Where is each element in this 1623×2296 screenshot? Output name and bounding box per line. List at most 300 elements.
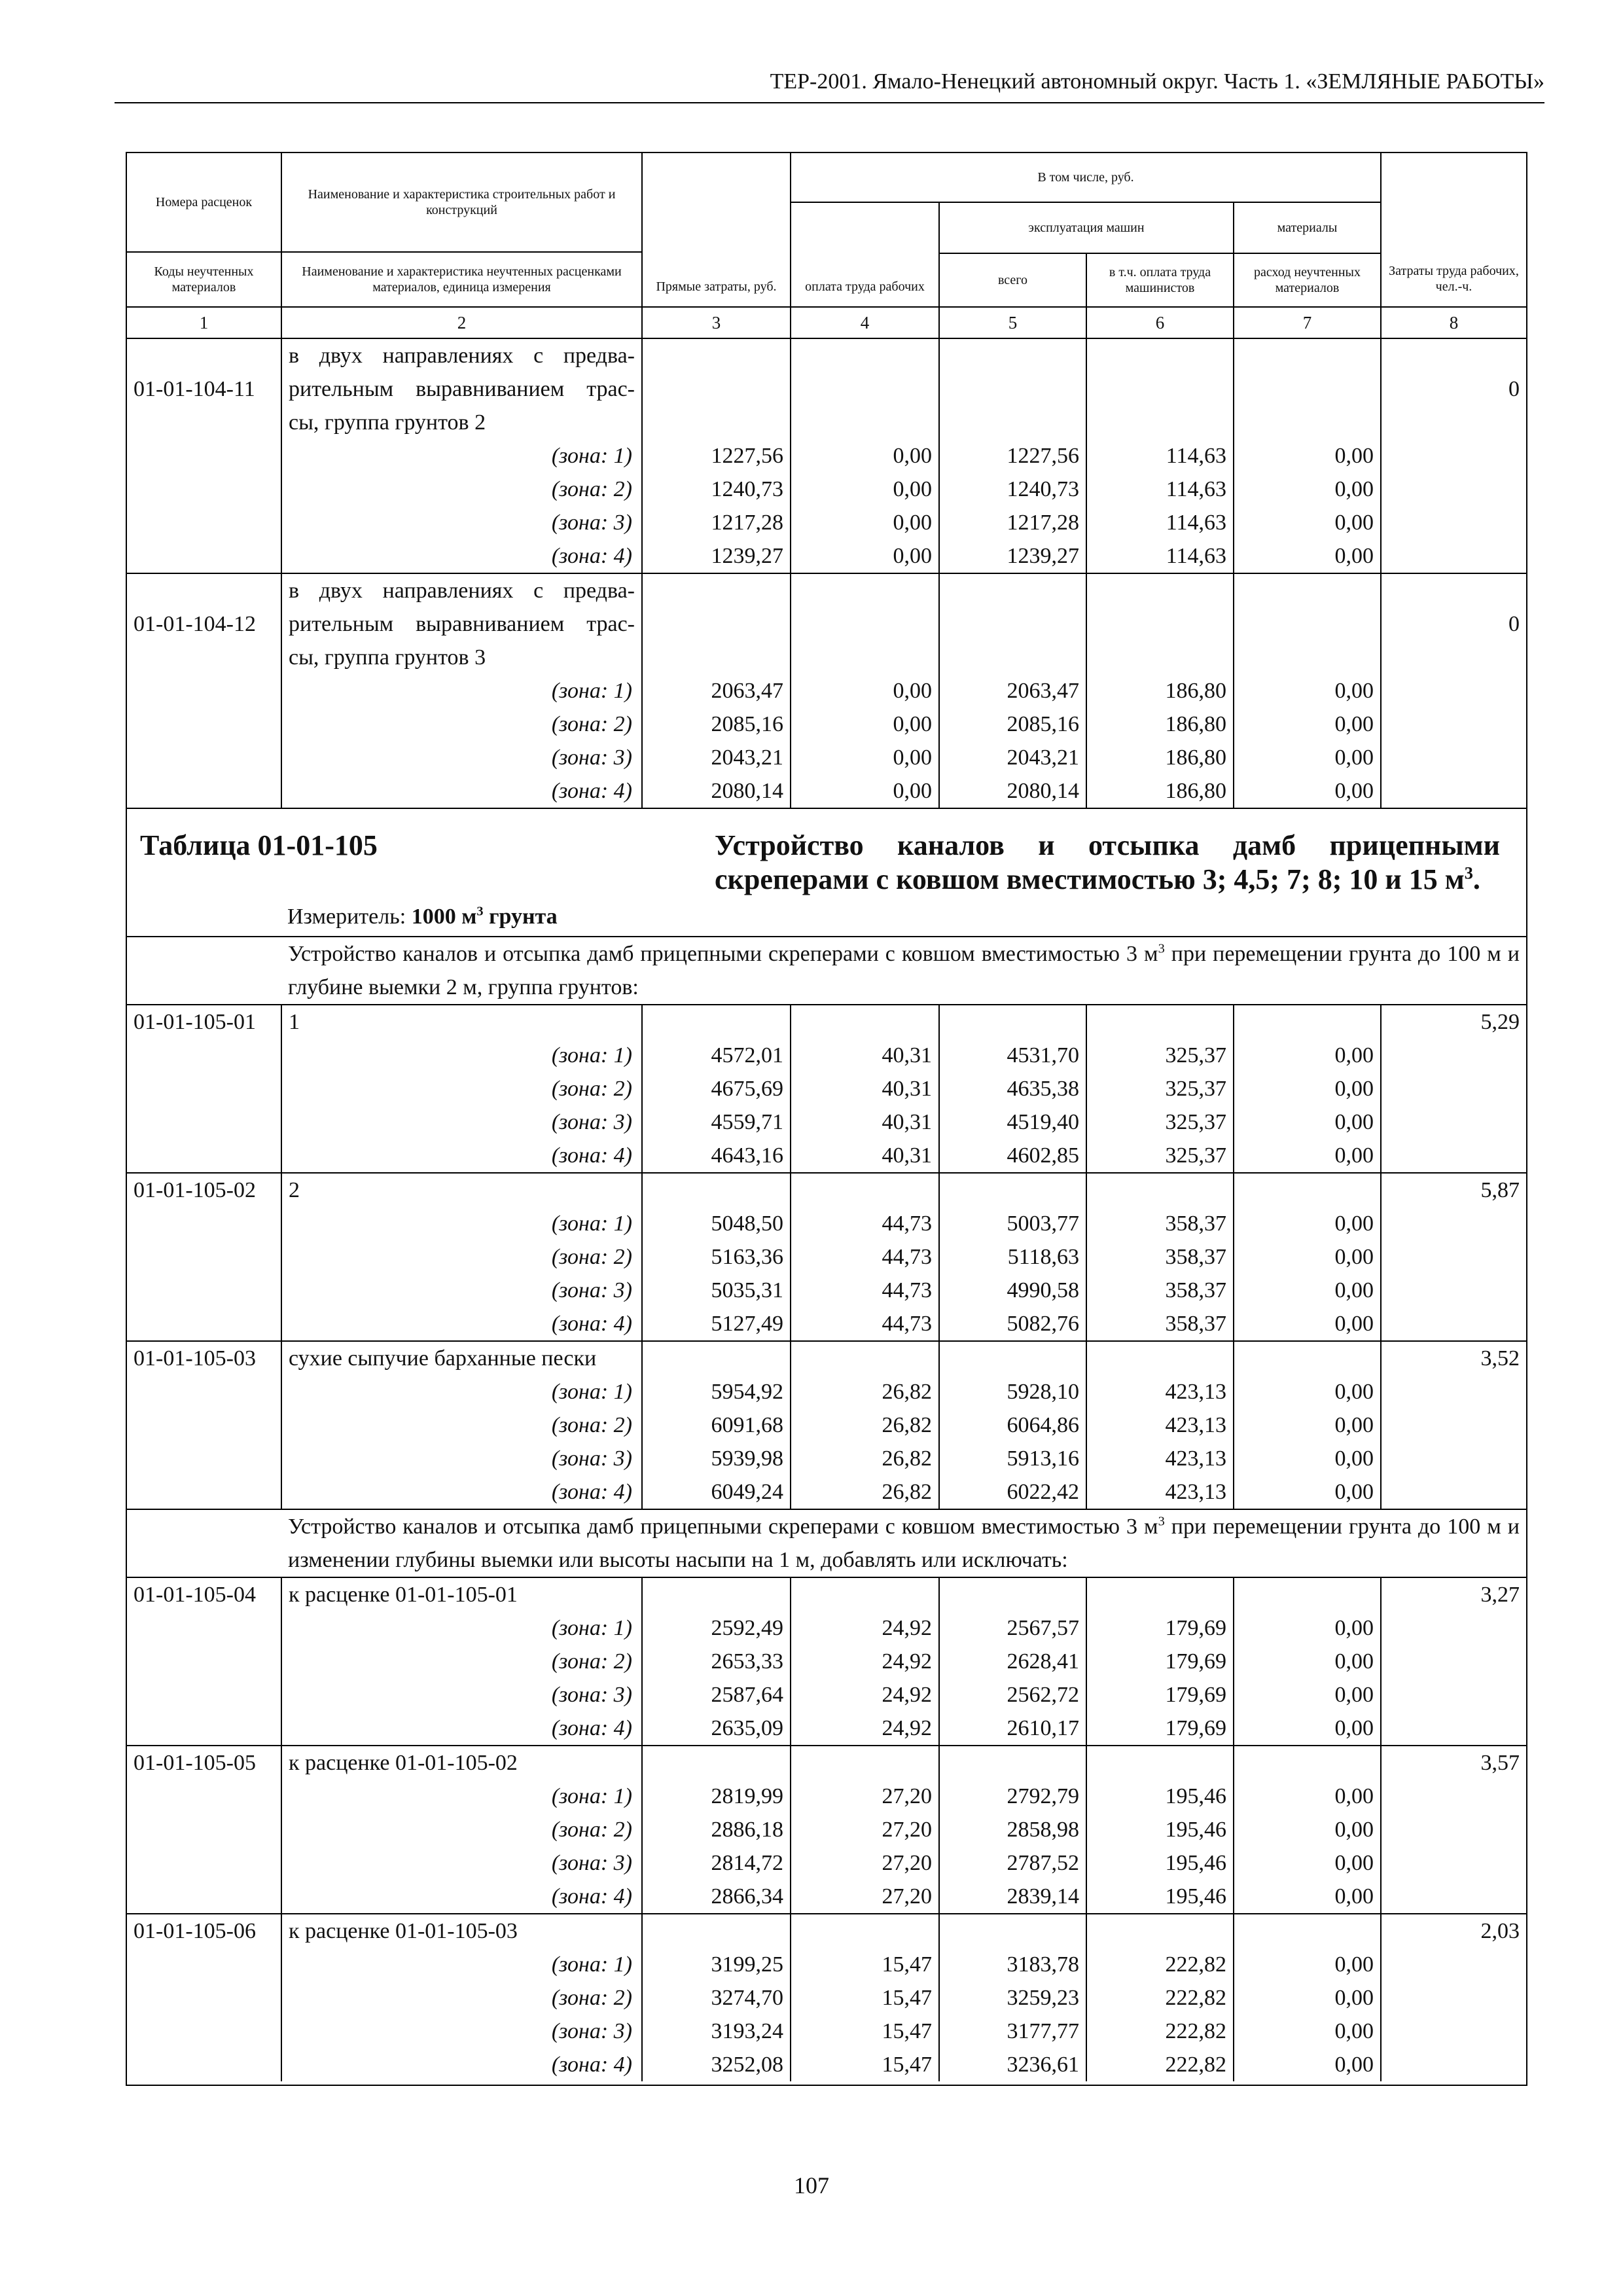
running-header: ТЕР-2001. Ямало-Ненецкий автономный округ. Часть 1. «ЗЕМЛЯНЫЕ РАБОТЫ» — [115, 65, 1544, 103]
empty-cell — [1381, 1207, 1527, 1240]
zone-row — [126, 1039, 1527, 1072]
empty-cell — [126, 1948, 281, 1981]
zone-label: (зона: 2) — [281, 708, 642, 741]
empty-cell — [126, 1105, 281, 1139]
machine-operators-pay: 222,82 — [1086, 2048, 1234, 2081]
labor-pay: 24,92 — [791, 1712, 939, 1746]
empty-cell — [1381, 1880, 1527, 1914]
zone-row — [126, 1813, 1527, 1846]
machine-operators-pay: 186,80 — [1086, 774, 1234, 808]
labor-pay: 24,92 — [791, 1678, 939, 1712]
direct-costs: 4572,01 — [642, 1039, 791, 1072]
zone-row — [126, 1645, 1527, 1678]
machine-operators-pay: 325,37 — [1086, 1139, 1234, 1173]
labor-pay: 40,31 — [791, 1139, 939, 1173]
materials: 0,00 — [1234, 1475, 1381, 1509]
machine-operators-pay: 222,82 — [1086, 1948, 1234, 1981]
direct-costs: 2592,49 — [642, 1611, 791, 1645]
machine-operators-pay: 114,63 — [1086, 539, 1234, 573]
zone-row — [126, 1678, 1527, 1712]
machine-operators-pay: 186,80 — [1086, 741, 1234, 774]
machine-operators-pay: 114,63 — [1086, 473, 1234, 506]
materials: 0,00 — [1234, 2048, 1381, 2081]
empty-cell — [791, 1005, 939, 1039]
empty-cell — [642, 1577, 791, 1611]
zone-label: (зона: 4) — [281, 774, 642, 808]
empty-cell — [939, 1914, 1086, 1948]
labor-pay: 0,00 — [791, 439, 939, 473]
labor-pay: 27,20 — [791, 1846, 939, 1880]
labor-pay: 26,82 — [791, 1475, 939, 1509]
direct-costs: 2043,21 — [642, 741, 791, 774]
section-1 — [126, 937, 1527, 1005]
machine-operators-pay: 222,82 — [1086, 1981, 1234, 2015]
labor-pay: 44,73 — [791, 1307, 939, 1341]
machine-operators-pay: 114,63 — [1086, 506, 1234, 539]
zone-label: (зона: 3) — [281, 1846, 642, 1880]
empty-cell — [1381, 1408, 1527, 1442]
column-number-row — [126, 307, 1527, 338]
machine-total: 6022,42 — [939, 1475, 1086, 1509]
labor-costs: 5,87 — [1381, 1173, 1527, 1207]
empty-cell — [939, 1173, 1086, 1207]
machine-operators-pay: 423,13 — [1086, 1408, 1234, 1442]
table-heading-end: . — [1472, 863, 1480, 895]
section-2-rates — [126, 1577, 1527, 2081]
materials: 0,00 — [1234, 2015, 1381, 2048]
machine-operators-pay: 195,46 — [1086, 1846, 1234, 1880]
machine-total: 2085,16 — [939, 708, 1086, 741]
header-direct-costs: Прямые затраты, руб. — [642, 152, 791, 307]
labor-pay: 26,82 — [791, 1442, 939, 1475]
materials: 0,00 — [1234, 1408, 1381, 1442]
table-bottom-cell — [126, 2081, 1527, 2085]
machine-total: 3236,61 — [939, 2048, 1086, 2081]
rate-code: 01-01-104-12 — [126, 573, 281, 674]
materials: 0,00 — [1234, 1240, 1381, 1274]
table-title-block — [126, 808, 1527, 937]
direct-costs: 4643,16 — [642, 1139, 791, 1173]
materials: 0,00 — [1234, 1712, 1381, 1746]
column-number: 7 — [1234, 307, 1381, 338]
labor-pay: 40,31 — [791, 1039, 939, 1072]
direct-costs: 5035,31 — [642, 1274, 791, 1307]
zone-label: (зона: 4) — [281, 1307, 642, 1341]
machine-total: 6064,86 — [939, 1408, 1086, 1442]
machine-total: 5082,76 — [939, 1307, 1086, 1341]
rate-code: 01-01-105-02 — [126, 1173, 281, 1207]
empty-cell — [1086, 1173, 1234, 1207]
header-including: В том числе, руб. — [791, 152, 1381, 202]
empty-cell — [1234, 338, 1381, 439]
empty-cell — [1234, 573, 1381, 674]
machine-total: 2043,21 — [939, 741, 1086, 774]
machine-operators-pay: 358,37 — [1086, 1307, 1234, 1341]
column-number: 5 — [939, 307, 1086, 338]
empty-cell — [642, 338, 791, 439]
section-1-title-a: Устройство каналов и отсыпка дамб прицепными скреперами с ковшом вместимостью 3 м — [288, 942, 1158, 966]
empty-cell — [126, 539, 281, 573]
machine-total: 5118,63 — [939, 1240, 1086, 1274]
zone-row — [126, 473, 1527, 506]
zone-row — [126, 1240, 1527, 1274]
rate-name — [281, 338, 642, 439]
materials: 0,00 — [1234, 1678, 1381, 1712]
direct-costs: 2587,64 — [642, 1678, 791, 1712]
materials: 0,00 — [1234, 674, 1381, 708]
empty-cell — [126, 1039, 281, 1072]
zone-row — [126, 774, 1527, 808]
labor-pay: 15,47 — [791, 2048, 939, 2081]
empty-cell — [1381, 774, 1527, 808]
zone-row — [126, 1139, 1527, 1173]
zone-label: (зона: 4) — [281, 539, 642, 573]
zone-row — [126, 1072, 1527, 1105]
direct-costs: 1217,28 — [642, 506, 791, 539]
direct-costs: 1239,27 — [642, 539, 791, 573]
machine-operators-pay: 195,46 — [1086, 1880, 1234, 1914]
labor-pay: 0,00 — [791, 741, 939, 774]
meter-value-text: 1000 м — [411, 905, 477, 929]
header-rate-codes-label: Номера расценок — [127, 153, 281, 253]
empty-cell — [1086, 1341, 1234, 1375]
empty-cell — [126, 1442, 281, 1475]
zone-row — [126, 1880, 1527, 1914]
zone-label: (зона: 1) — [281, 1207, 642, 1240]
empty-cell — [1381, 708, 1527, 741]
direct-costs: 2085,16 — [642, 708, 791, 741]
empty-cell — [791, 1746, 939, 1780]
column-number: 2 — [281, 307, 642, 338]
zone-label: (зона: 2) — [281, 1240, 642, 1274]
empty-cell — [126, 1880, 281, 1914]
zone-label: (зона: 1) — [281, 439, 642, 473]
zone-row — [126, 1408, 1527, 1442]
zone-row — [126, 1307, 1527, 1341]
labor-pay: 44,73 — [791, 1207, 939, 1240]
zone-label: (зона: 4) — [281, 1880, 642, 1914]
empty-cell — [1086, 1005, 1234, 1039]
materials: 0,00 — [1234, 473, 1381, 506]
materials: 0,00 — [1234, 1375, 1381, 1408]
machine-operators-pay: 195,46 — [1086, 1813, 1234, 1846]
direct-costs: 2819,99 — [642, 1780, 791, 1813]
table-number: Таблица 01-01-105 — [140, 829, 378, 861]
labor-costs: 5,29 — [1381, 1005, 1527, 1039]
materials: 0,00 — [1234, 1948, 1381, 1981]
rate-name-line: рительным выравниванием трас- — [289, 612, 635, 636]
zone-label: (зона: 3) — [281, 1105, 642, 1139]
rate-name: к расценке 01-01-105-01 — [281, 1577, 642, 1611]
machine-total: 2839,14 — [939, 1880, 1086, 1914]
empty-cell — [939, 1577, 1086, 1611]
machine-total: 2792,79 — [939, 1780, 1086, 1813]
direct-costs: 2653,33 — [642, 1645, 791, 1678]
empty-cell — [1381, 539, 1527, 573]
empty-cell — [642, 1914, 791, 1948]
direct-costs: 5048,50 — [642, 1207, 791, 1240]
empty-cell — [642, 1005, 791, 1039]
labor-pay: 27,20 — [791, 1813, 939, 1846]
meter-value-suffix: грунта — [483, 905, 558, 929]
empty-cell — [1381, 674, 1527, 708]
machine-total: 2787,52 — [939, 1846, 1086, 1880]
section-spacer — [126, 937, 281, 1005]
machine-total: 3183,78 — [939, 1948, 1086, 1981]
materials: 0,00 — [1234, 506, 1381, 539]
section-2-title — [281, 1509, 1527, 1577]
machine-operators-pay: 186,80 — [1086, 708, 1234, 741]
zone-row — [126, 1948, 1527, 1981]
machine-total: 2562,72 — [939, 1678, 1086, 1712]
zone-label: (зона: 4) — [281, 1475, 642, 1509]
zone-row — [126, 1780, 1527, 1813]
rate-name: к расценке 01-01-105-02 — [281, 1746, 642, 1780]
machine-operators-pay: 179,69 — [1086, 1678, 1234, 1712]
section-1-title-sup: 3 — [1158, 941, 1165, 956]
empty-cell — [126, 1712, 281, 1746]
rate-code: 01-01-105-06 — [126, 1914, 281, 1948]
labor-pay: 0,00 — [791, 674, 939, 708]
header-machine-total: всего — [939, 253, 1086, 307]
empty-cell — [126, 1240, 281, 1274]
table-heading-sup: 3 — [1464, 863, 1473, 883]
empty-cell — [126, 1475, 281, 1509]
materials: 0,00 — [1234, 1780, 1381, 1813]
direct-costs: 2635,09 — [642, 1712, 791, 1746]
table-header — [126, 152, 1527, 338]
empty-cell — [126, 1139, 281, 1173]
table-bottom-row — [126, 2081, 1527, 2085]
zone-row — [126, 2015, 1527, 2048]
empty-cell — [642, 1746, 791, 1780]
empty-cell — [126, 2015, 281, 2048]
machine-operators-pay: 179,69 — [1086, 1611, 1234, 1645]
machine-operators-pay: 186,80 — [1086, 674, 1234, 708]
empty-cell — [939, 1746, 1086, 1780]
materials: 0,00 — [1234, 774, 1381, 808]
zone-label: (зона: 3) — [281, 506, 642, 539]
zone-label: (зона: 3) — [281, 2015, 642, 2048]
empty-cell — [1381, 1645, 1527, 1678]
empty-cell — [126, 473, 281, 506]
rate-name — [281, 573, 642, 674]
empty-cell — [126, 1611, 281, 1645]
table-heading — [715, 829, 1500, 897]
machine-operators-pay: 195,46 — [1086, 1780, 1234, 1813]
labor-costs: 3,27 — [1381, 1577, 1527, 1611]
zone-label: (зона: 2) — [281, 1981, 642, 2015]
labor-pay: 40,31 — [791, 1105, 939, 1139]
zone-row — [126, 1207, 1527, 1240]
meter-line — [140, 902, 1500, 932]
meter-value — [412, 905, 558, 929]
zone-label: (зона: 3) — [281, 1678, 642, 1712]
machine-total: 2080,14 — [939, 774, 1086, 808]
labor-pay: 0,00 — [791, 539, 939, 573]
machine-operators-pay: 358,37 — [1086, 1207, 1234, 1240]
section-2-title-sup: 3 — [1158, 1514, 1165, 1529]
column-number: 3 — [642, 307, 791, 338]
zone-label: (зона: 3) — [281, 1274, 642, 1307]
zone-label: (зона: 1) — [281, 1039, 642, 1072]
machine-total: 4602,85 — [939, 1139, 1086, 1173]
empty-cell — [1381, 1039, 1527, 1072]
labor-pay: 24,92 — [791, 1645, 939, 1678]
materials: 0,00 — [1234, 1442, 1381, 1475]
materials: 0,00 — [1234, 708, 1381, 741]
machine-operators-pay: 325,37 — [1086, 1072, 1234, 1105]
column-number: 8 — [1381, 307, 1527, 338]
machine-total: 4635,38 — [939, 1072, 1086, 1105]
zone-label: (зона: 4) — [281, 2048, 642, 2081]
header-work-name — [281, 152, 642, 307]
materials: 0,00 — [1234, 1846, 1381, 1880]
empty-cell — [1381, 506, 1527, 539]
machine-total: 5913,16 — [939, 1442, 1086, 1475]
labor-pay: 0,00 — [791, 473, 939, 506]
empty-cell — [1381, 1780, 1527, 1813]
empty-cell — [126, 741, 281, 774]
empty-cell — [1234, 1914, 1381, 1948]
machine-total: 1217,28 — [939, 506, 1086, 539]
zone-label: (зона: 1) — [281, 1611, 642, 1645]
labor-pay: 0,00 — [791, 774, 939, 808]
direct-costs: 5163,36 — [642, 1240, 791, 1274]
empty-cell — [126, 1678, 281, 1712]
labor-pay: 27,20 — [791, 1880, 939, 1914]
labor-pay: 15,47 — [791, 1981, 939, 2015]
machine-operators-pay: 423,13 — [1086, 1375, 1234, 1408]
direct-costs: 2063,47 — [642, 674, 791, 708]
empty-cell — [1381, 473, 1527, 506]
rate-name-line: сы, группа грунтов 3 — [289, 645, 486, 670]
rate-row — [126, 573, 1527, 674]
zone-label: (зона: 2) — [281, 1645, 642, 1678]
labor-costs: 3,57 — [1381, 1746, 1527, 1780]
direct-costs: 6091,68 — [642, 1408, 791, 1442]
machine-total: 5003,77 — [939, 1207, 1086, 1240]
empty-cell — [1381, 1442, 1527, 1475]
zone-label: (зона: 2) — [281, 1813, 642, 1846]
section-1-header-row — [126, 937, 1527, 1005]
empty-cell — [1234, 1005, 1381, 1039]
zone-label: (зона: 1) — [281, 674, 642, 708]
header-materials: материалы — [1234, 202, 1381, 253]
zone-label: (зона: 2) — [281, 1408, 642, 1442]
section-2-title-b: при перемещении грунта до 100 м и изменении глубины выемки или высоты насыпи на 1 м, добавлять или исключать: — [288, 1515, 1520, 1572]
direct-costs: 4675,69 — [642, 1072, 791, 1105]
zone-label: (зона: 4) — [281, 1712, 642, 1746]
empty-cell — [126, 506, 281, 539]
empty-cell — [126, 1274, 281, 1307]
empty-cell — [1381, 1274, 1527, 1307]
zone-row — [126, 2048, 1527, 2081]
empty-cell — [126, 1780, 281, 1813]
empty-cell — [126, 1846, 281, 1880]
rate-row — [126, 1577, 1527, 1611]
direct-costs: 1227,56 — [642, 439, 791, 473]
rate-code: 01-01-105-03 — [126, 1341, 281, 1375]
labor-pay: 24,92 — [791, 1611, 939, 1645]
zone-row — [126, 1712, 1527, 1746]
labor-pay: 15,47 — [791, 1948, 939, 1981]
empty-cell — [1234, 1577, 1381, 1611]
header-rate-codes — [126, 152, 281, 307]
rate-row — [126, 1746, 1527, 1780]
machine-total: 1227,56 — [939, 439, 1086, 473]
labor-pay: 0,00 — [791, 708, 939, 741]
header-labor-costs: Затраты труда рабочих, чел.-ч. — [1381, 152, 1527, 307]
empty-cell — [126, 708, 281, 741]
materials: 0,00 — [1234, 1307, 1381, 1341]
section-2 — [126, 1509, 1527, 1577]
materials: 0,00 — [1234, 1105, 1381, 1139]
direct-costs: 3252,08 — [642, 2048, 791, 2081]
empty-cell — [1381, 2048, 1527, 2081]
empty-cell — [791, 1173, 939, 1207]
labor-costs: 0 — [1381, 573, 1527, 674]
empty-cell — [1381, 1105, 1527, 1139]
machine-operators-pay: 114,63 — [1086, 439, 1234, 473]
zone-row — [126, 506, 1527, 539]
empty-cell — [1381, 1712, 1527, 1746]
zone-label: (зона: 3) — [281, 1442, 642, 1475]
empty-cell — [939, 1341, 1086, 1375]
empty-cell — [939, 573, 1086, 674]
column-number: 6 — [1086, 307, 1234, 338]
section-1-title — [281, 937, 1527, 1005]
zone-row — [126, 1981, 1527, 2015]
labor-pay: 44,73 — [791, 1240, 939, 1274]
zone-row — [126, 674, 1527, 708]
empty-cell — [1381, 1307, 1527, 1341]
machine-operators-pay: 179,69 — [1086, 1645, 1234, 1678]
empty-cell — [126, 1981, 281, 2015]
section-spacer — [126, 1509, 281, 1577]
materials: 0,00 — [1234, 1981, 1381, 2015]
materials: 0,00 — [1234, 1072, 1381, 1105]
empty-cell — [126, 2048, 281, 2081]
materials: 0,00 — [1234, 439, 1381, 473]
machine-operators-pay: 358,37 — [1086, 1274, 1234, 1307]
empty-cell — [126, 439, 281, 473]
zone-label: (зона: 2) — [281, 1072, 642, 1105]
rate-name-line: в двух направлениях с предва- — [289, 344, 635, 368]
zone-row — [126, 1846, 1527, 1880]
direct-costs: 2886,18 — [642, 1813, 791, 1846]
zone-row — [126, 1375, 1527, 1408]
machine-total: 4519,40 — [939, 1105, 1086, 1139]
rate-code: 01-01-105-04 — [126, 1577, 281, 1611]
empty-cell — [1086, 1577, 1234, 1611]
empty-cell — [126, 1072, 281, 1105]
rate-code: 01-01-104-11 — [126, 338, 281, 439]
rates-before — [126, 338, 1527, 808]
empty-cell — [126, 774, 281, 808]
table-heading-text: Устройство каналов и отсыпка дамб прицепными скреперами с ковшом вместимостью 3; 4,5; 7; 8; 10 и 15 м — [715, 829, 1500, 895]
rate-row — [126, 338, 1527, 439]
zone-label: (зона: 2) — [281, 473, 642, 506]
labor-pay: 26,82 — [791, 1408, 939, 1442]
machine-total: 4531,70 — [939, 1039, 1086, 1072]
empty-cell — [1381, 1813, 1527, 1846]
empty-cell — [1381, 1981, 1527, 2015]
rate-code: 01-01-105-05 — [126, 1746, 281, 1780]
machine-total: 4990,58 — [939, 1274, 1086, 1307]
labor-pay: 27,20 — [791, 1780, 939, 1813]
direct-costs: 5954,92 — [642, 1375, 791, 1408]
